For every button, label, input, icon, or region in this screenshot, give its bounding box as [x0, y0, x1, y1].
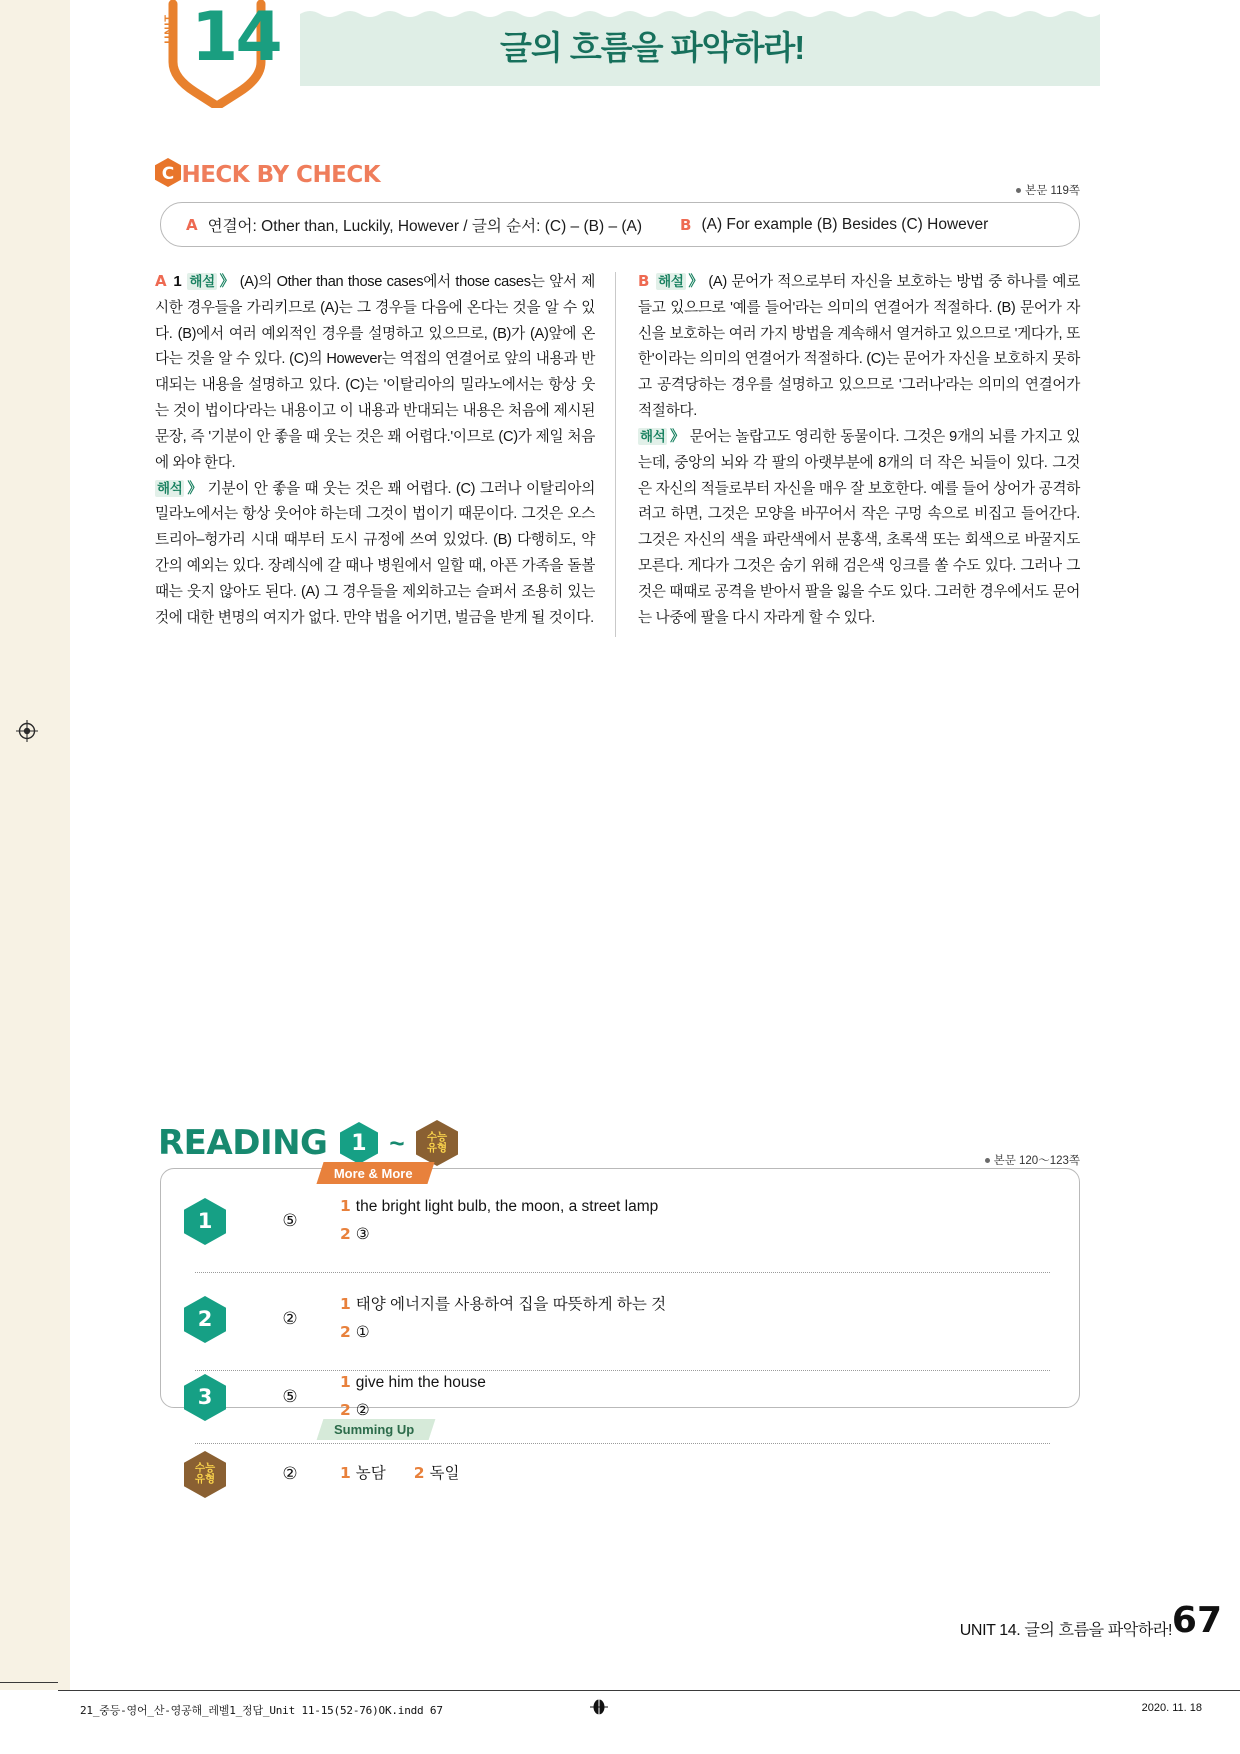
list-item — [340, 1397, 1080, 1425]
footer-file-name: 21_중등-영어_산-영공해_레벨1_정답_Unit 11-15(52-76)OK.indd 67 — [80, 1704, 443, 1717]
unit-word-label: UNIT — [163, 14, 175, 44]
right-haeseok-text: 문어는 놀랍고도 영리한 동물이다. 그것은 9개의 뇌를 가지고 있는데, 중앙의 뇌와 각 팔의 아랫부분에 8개의 더 작은 뇌들이 있다. 그것은 자신의 적들로부터 자신을 매우 잘 보호한다. 예를 들어 상어가 공격하려고 하면, 그것은 모양을 바꾸어서 작은 구멍 속으로 비집고 들어간다. 그것은 자신의 색을 파란색에서 분홍색, 초록색 또는 회색으로 바꿀지도 모른다. 게다가 그것은 숨기 위해 검은색 잉크를 쏠 수도 있다. 그러나 그것은 때때로 공격을 받아서 팔을 잃을 수도 있다. 그러한 경우에서도 문어는 나중에 팔을 다시 자라게 할 수 있다. — [638, 428, 1080, 626]
item-number: 1 — [340, 1295, 351, 1314]
row-badge-cell — [160, 1374, 250, 1421]
row-badge-cell — [160, 1451, 250, 1498]
item-number: 1 — [340, 1464, 351, 1483]
unit-title: 글의 흐름을 파악하라! — [500, 29, 805, 66]
item-text: the bright light bulb, the moon, a street lamp — [355, 1198, 659, 1216]
svg-text:C: C — [161, 164, 175, 184]
page-sheet — [70, 0, 1240, 1690]
left-haeseok-text: 기분이 안 좋을 때 웃는 것은 꽤 어렵다. (C) 그러나 이탈리아의 밀라노에서는 항상 웃어야 하는데 그것이 법이기 때문이다. 그것은 오스트리아–헝가리 시대 때부터 도시 규정에 쓰여 있었다. (B) 다행히도, 약간의 예외는 있다. 장례식에 갈 때나 병원에서 일할 때, 아픈 가족을 돌볼 때는 웃지 않아도 된다. (A) 그 경우들을 제외하고는 슬퍼서 조용히 있는 것에 대한 변명의 여지가 없다. 만약 법을 어기면, 벌금을 받게 될 것이다. — [155, 480, 595, 626]
left-question-number: 1 — [173, 273, 182, 290]
check-by-check-heading — [155, 160, 380, 189]
bullet-dot-icon-2 — [985, 1158, 990, 1163]
page-number: 67 — [1171, 1600, 1222, 1641]
suneung-line2: 유형 — [426, 1142, 448, 1154]
row-body-3 — [330, 1369, 1080, 1424]
reading-range-tilde: ~ — [389, 1127, 405, 1158]
chevron-right-1: 》 — [687, 274, 704, 290]
suneung-row-line1: 수능 — [194, 1461, 216, 1474]
suneung-row-line2: 유형 — [194, 1473, 216, 1485]
item-number: 1 — [340, 1373, 351, 1392]
reading-start-badge-number: 1 — [351, 1130, 367, 1156]
suneung-line1: 수능 — [426, 1130, 448, 1143]
column-divider — [615, 272, 616, 637]
item-text: ① — [355, 1324, 370, 1341]
reading-end-badge-label — [416, 1120, 458, 1166]
reading-reference-text: 본문 120〜123쪽 — [993, 1155, 1080, 1167]
answer-a-label: A — [186, 215, 198, 234]
unit-number: 14 — [191, 0, 280, 77]
item-text: give him the house — [355, 1374, 486, 1392]
haeseol-tag-right: 해설 — [658, 274, 684, 289]
reading-start-badge — [340, 1122, 378, 1164]
row-body-4 — [330, 1460, 1080, 1488]
chevron-left-1: 》 — [218, 274, 235, 290]
right-haeseol-paragraph — [638, 268, 1080, 425]
list-item — [340, 1291, 1080, 1319]
list-item — [340, 1460, 1080, 1488]
footer-rule — [58, 1690, 1240, 1691]
item-number: 1 — [340, 1197, 351, 1216]
row-body-2 — [330, 1291, 1080, 1346]
row-badge-cell — [160, 1198, 250, 1245]
bullet-dot-icon — [1016, 188, 1021, 193]
answer-b-text: (A) For example (B) Besides (C) However — [701, 215, 989, 233]
row-divider-1 — [195, 1272, 1050, 1273]
left-section-label: A — [155, 272, 167, 290]
haeseok-tag-left: 해석 — [157, 480, 183, 496]
row-badge-1-number: 1 — [197, 1209, 213, 1233]
table-row — [160, 1366, 1080, 1428]
item-text: 태양 에너지를 사용하여 집을 따뜻하게 하는 것 — [355, 1296, 667, 1314]
row-badge-1 — [184, 1198, 226, 1245]
reading-title: READING — [158, 1123, 328, 1163]
registration-mark-icon — [16, 720, 38, 742]
right-haeseok-paragraph — [638, 425, 1080, 632]
row-badge-cell — [160, 1296, 250, 1343]
explanation-column-right — [638, 268, 1080, 632]
unit-header — [155, 0, 1100, 88]
item-text: ② — [355, 1402, 370, 1419]
check-by-check-title: HECK BY CHECK — [181, 161, 381, 188]
row-answer-3: ⑤ — [282, 1387, 298, 1406]
row-answer-4: ② — [282, 1464, 298, 1483]
list-item — [340, 1319, 1080, 1347]
row-answer-1: ⑤ — [282, 1211, 298, 1230]
row-badge-suneung-label — [184, 1451, 226, 1498]
reading-reference — [985, 1152, 1080, 1168]
list-item — [340, 1193, 1080, 1221]
item-text: 독일 — [429, 1465, 460, 1483]
item-number: 2 — [413, 1464, 425, 1483]
answer-b-label: B — [680, 215, 692, 234]
row-badge-suneung — [184, 1451, 226, 1498]
table-row — [160, 1288, 1080, 1350]
footer-date: 2020. 11. 18 — [1141, 1702, 1202, 1714]
right-section-label: B — [638, 272, 650, 290]
haeseol-tag-left: 해설 — [189, 274, 215, 289]
row-badge-2 — [184, 1296, 226, 1343]
row-badge-3 — [184, 1374, 226, 1421]
list-item — [340, 1221, 1080, 1249]
item-number: 2 — [340, 1323, 351, 1341]
table-row — [160, 1443, 1080, 1505]
answer-a-text: 연결어: Other than, Luckily, However / 글의 순서: (C) – (B) – (A) — [207, 217, 643, 235]
ribbon-summing-up — [317, 1419, 436, 1440]
footer-unit-title: UNIT 14. 글의 흐름을 파악하라! — [959, 1622, 1172, 1639]
explanation-column-left — [155, 268, 595, 632]
reading-end-badge — [416, 1120, 458, 1166]
chevron-right-2: 》 — [669, 428, 685, 445]
check-reference-text: 본문 119쪽 — [1025, 185, 1080, 197]
check-reference — [1016, 182, 1080, 198]
unit-header-wave-edge — [300, 8, 1100, 21]
check-answer-box — [160, 202, 1080, 247]
left-haeseok-paragraph — [155, 477, 595, 632]
left-haeseol-text: (A)의 Other than those cases에서 those cases는 앞서 제시한 경우들을 가리키므로 (A)는 그 경우들 다음에 온다는 것을 알 수 있다. (B)에서 여러 예외적인 경우를 설명하고 있으므로, (B)가 (A)앞에 온다는 것을 알 수 있다. (C)의 However는 역접의 연결어로 앞의 내용과 반대되는 내용을 설명하고 있다. (C)는 '이탈리아의 밀라노에서는 항상 웃는 것이 법이다'라는 내용이고 이 내용과 반대되는 내용은 처음에 제시된 문장, 즉 '기분이 안 좋을 때 웃는 것은 꽤 어렵다.'이므로 (C)가 제일 처음에 와야 한다. — [155, 274, 596, 471]
ribbon-more-label: More & More — [334, 1165, 413, 1181]
right-haeseol-text: (A) 문어가 적으로부터 자신을 보호하는 방법 중 하나를 예로 들고 있으므로 '예를 들어'라는 의미의 연결어가 적절하다. (B) 문어가 자신을 보호하는 여러 가지 방법을 계속해서 열거하고 있으므로 '게다가, 또한'이라는 의미의 연결어가 적절하다. (C)는 문어가 자신을 보호하지 못하고 공격당하는 경우를 설명하고 있으므로 '그러나'라는 의미의 연결어가 적절하다. — [638, 274, 1081, 420]
item-number: 2 — [340, 1401, 351, 1419]
item-text: 농담 — [355, 1465, 386, 1483]
haeseok-tag-right: 해석 — [640, 428, 666, 444]
row-badge-3-number: 3 — [197, 1385, 213, 1409]
chevron-left-2: 》 — [186, 480, 203, 497]
footer-registration-mark-icon — [590, 1698, 608, 1716]
item-text: ③ — [355, 1226, 370, 1243]
page-left-margin — [0, 0, 70, 1690]
ribbon-summing-label: Summing Up — [334, 1422, 415, 1437]
list-item — [340, 1369, 1080, 1397]
table-row — [160, 1190, 1080, 1252]
left-haeseol-paragraph — [155, 268, 595, 477]
hexagon-c-icon — [155, 158, 181, 187]
footer-crop-tick — [0, 1682, 58, 1683]
unit-badge — [155, 0, 305, 108]
row-answer-2: ② — [282, 1309, 298, 1328]
reading-heading — [158, 1120, 458, 1166]
row-body-1 — [330, 1193, 1080, 1248]
item-number: 2 — [340, 1225, 351, 1243]
ribbon-more-and-more — [316, 1162, 434, 1184]
row-badge-2-number: 2 — [197, 1307, 213, 1331]
